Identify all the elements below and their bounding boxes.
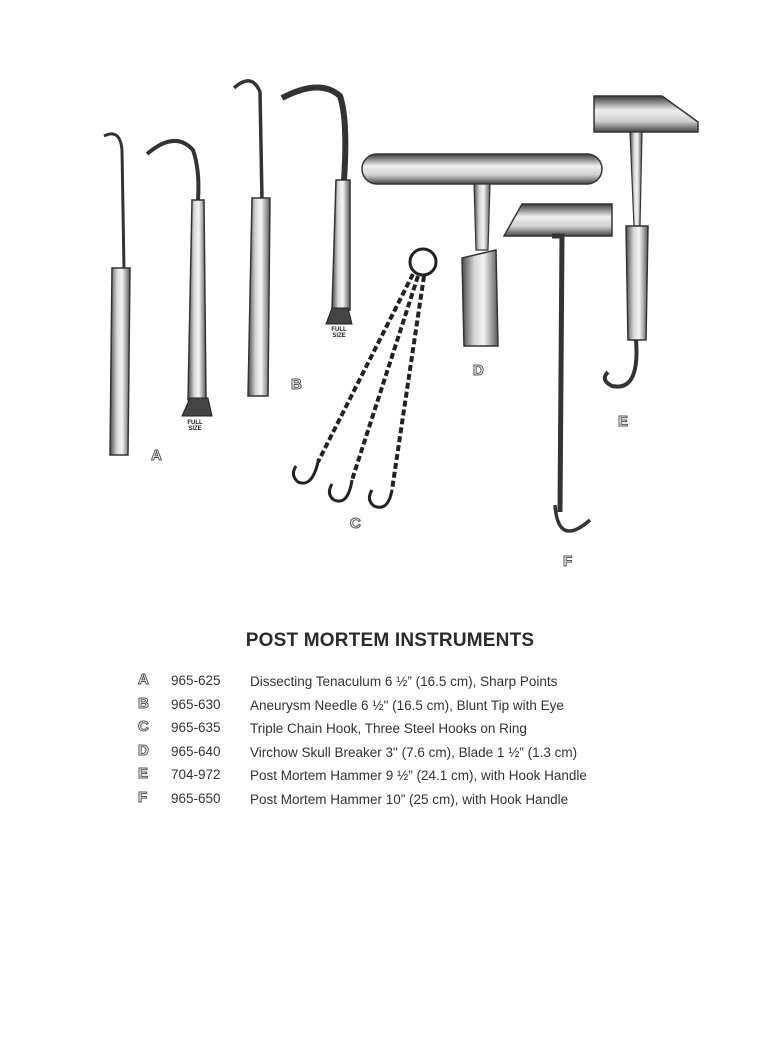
full-size-note-a (180, 420, 210, 432)
item-code: 965-625 (171, 673, 221, 688)
tenaculum-a-small (104, 134, 130, 455)
item-description: Post Mortem Hammer 10” (25 cm), with Hook Handle (250, 791, 569, 807)
item-description: Triple Chain Hook, Three Steel Hooks on Ring (250, 721, 527, 736)
item-letter: C (138, 718, 149, 735)
item-code: 704-972 (171, 767, 221, 782)
item-letter: A (138, 671, 149, 688)
full-size-line1: FULL (187, 420, 203, 426)
aneurysm-needle-b-small (234, 81, 270, 396)
full-size-note-b (324, 327, 354, 339)
label-d: D (473, 362, 484, 379)
list-item (138, 789, 698, 813)
label-e: E (618, 413, 629, 430)
label-c: C (350, 515, 361, 532)
item-letter: D (138, 741, 149, 759)
label-b: B (291, 376, 302, 393)
hammer-f (504, 204, 612, 531)
hammer-e (594, 96, 698, 387)
item-code: 965-635 (171, 720, 221, 735)
label-f: F (563, 553, 573, 570)
list-item (138, 742, 698, 766)
item-code: 965-640 (171, 743, 221, 759)
triple-chain-hook-c (293, 249, 436, 507)
item-letter: E (138, 765, 149, 782)
full-size-line1: FULL (331, 327, 347, 333)
aneurysm-needle-b-full-size (282, 87, 352, 324)
instrument-list (138, 671, 698, 812)
tenaculum-a-full-size (147, 141, 212, 416)
full-size-line2: SIZE (332, 333, 346, 339)
label-a: A (151, 447, 162, 464)
item-description: Dissecting Tenaculum 6 ½” (16.5 cm), Sharp Points (250, 674, 558, 689)
item-description: Virchow Skull Breaker 3" (7.6 cm), Blade 1 ½” (1.3 cm) (250, 744, 578, 760)
item-letter: F (138, 788, 148, 806)
list-item (138, 765, 698, 789)
item-code: 965-650 (171, 790, 221, 806)
skull-breaker-d (362, 154, 602, 346)
list-item (138, 718, 698, 742)
item-code: 965-630 (171, 696, 221, 712)
item-description: Aneurysm Needle 6 ½" (16.5 cm), Blunt Tip with Eye (250, 697, 564, 713)
page-title: POST MORTEM INSTRUMENTS (245, 630, 535, 651)
item-description: Post Mortem Hammer 9 ½” (24.1 cm), with Hook Handle (250, 768, 587, 783)
full-size-line2: SIZE (188, 426, 202, 432)
list-item (138, 671, 698, 695)
list-item (138, 695, 698, 719)
item-letter: B (138, 694, 149, 712)
